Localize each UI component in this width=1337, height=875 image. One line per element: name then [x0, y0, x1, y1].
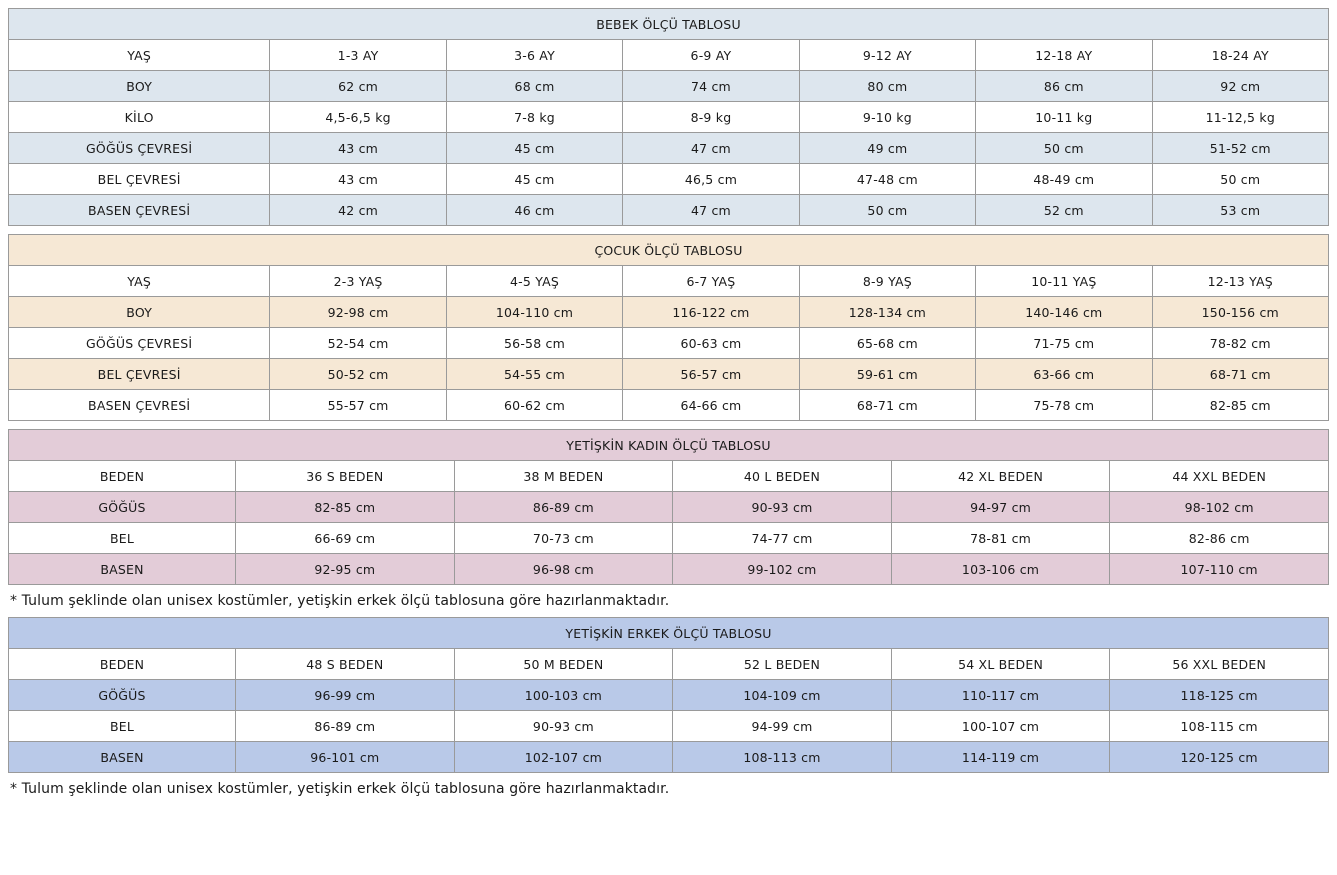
row-label: BASEN: [9, 554, 236, 585]
data-cell: 52-54 cm: [270, 328, 446, 359]
header-label: BEDEN: [9, 649, 236, 680]
data-cell: 50 cm: [799, 195, 975, 226]
header-cell: 9-12 AY: [799, 40, 975, 71]
data-cell: 140-146 cm: [976, 297, 1152, 328]
data-cell: 43 cm: [270, 164, 446, 195]
data-cell: 90-93 cm: [454, 711, 673, 742]
table-note: * Tulum şeklinde olan unisex kostümler, yetişkin erkek ölçü tablosuna göre hazırlanmaktadır.: [10, 593, 670, 609]
header-cell: 48 S BEDEN: [236, 649, 455, 680]
data-cell: 150-156 cm: [1152, 297, 1328, 328]
data-cell: 78-82 cm: [1152, 328, 1328, 359]
header-label: YAŞ: [9, 40, 270, 71]
data-cell: 114-119 cm: [891, 742, 1110, 773]
data-cell: 63-66 cm: [976, 359, 1152, 390]
table-row: [9, 523, 1329, 554]
data-cell: 96-99 cm: [236, 680, 455, 711]
data-cell: 45 cm: [446, 164, 622, 195]
data-cell: 70-73 cm: [454, 523, 673, 554]
data-cell: 104-109 cm: [673, 680, 892, 711]
data-cell: 68-71 cm: [799, 390, 975, 421]
header-cell: 1-3 AY: [270, 40, 446, 71]
header-cell: 6-9 AY: [623, 40, 799, 71]
data-cell: 45 cm: [446, 133, 622, 164]
row-label: BASEN: [9, 742, 236, 773]
data-cell: 74-77 cm: [673, 523, 892, 554]
row-label: BEL: [9, 711, 236, 742]
row-label: BEL: [9, 523, 236, 554]
data-cell: 78-81 cm: [891, 523, 1110, 554]
data-cell: 82-85 cm: [1152, 390, 1328, 421]
row-label: GÖĞÜS: [9, 680, 236, 711]
table-row: [9, 390, 1329, 421]
data-cell: 42 cm: [270, 195, 446, 226]
table-header-row: [9, 40, 1329, 71]
data-cell: 118-125 cm: [1110, 680, 1329, 711]
header-label: BEDEN: [9, 461, 236, 492]
header-cell: 12-18 AY: [976, 40, 1152, 71]
data-cell: 49 cm: [799, 133, 975, 164]
data-cell: 51-52 cm: [1152, 133, 1328, 164]
header-cell: 52 L BEDEN: [673, 649, 892, 680]
header-cell: 4-5 YAŞ: [446, 266, 622, 297]
table-row: [9, 711, 1329, 742]
data-cell: 47 cm: [623, 195, 799, 226]
data-cell: 11-12,5 kg: [1152, 102, 1328, 133]
header-label: YAŞ: [9, 266, 270, 297]
data-cell: 53 cm: [1152, 195, 1328, 226]
row-label: BASEN ÇEVRESİ: [9, 195, 270, 226]
table-baby: [8, 8, 1329, 226]
header-cell: 2-3 YAŞ: [270, 266, 446, 297]
row-label: GÖĞÜS ÇEVRESİ: [9, 328, 270, 359]
row-label: BOY: [9, 71, 270, 102]
header-cell: 56 XXL BEDEN: [1110, 649, 1329, 680]
data-cell: 56-57 cm: [623, 359, 799, 390]
data-cell: 102-107 cm: [454, 742, 673, 773]
data-cell: 54-55 cm: [446, 359, 622, 390]
table-men: [8, 617, 1329, 773]
data-cell: 82-86 cm: [1110, 523, 1329, 554]
table-row: [9, 133, 1329, 164]
data-cell: 128-134 cm: [799, 297, 975, 328]
header-cell: 54 XL BEDEN: [891, 649, 1110, 680]
table-row: [9, 554, 1329, 585]
data-cell: 55-57 cm: [270, 390, 446, 421]
size-tables-container: [8, 8, 1329, 797]
row-label: BASEN ÇEVRESİ: [9, 390, 270, 421]
table-row: [9, 71, 1329, 102]
table-title: YETİŞKİN ERKEK ÖLÇÜ TABLOSU: [9, 618, 1329, 649]
data-cell: 103-106 cm: [891, 554, 1110, 585]
data-cell: 46 cm: [446, 195, 622, 226]
data-cell: 7-8 kg: [446, 102, 622, 133]
data-cell: 68 cm: [446, 71, 622, 102]
table-row: [9, 680, 1329, 711]
header-cell: 42 XL BEDEN: [891, 461, 1110, 492]
data-cell: 86-89 cm: [236, 711, 455, 742]
data-cell: 50 cm: [1152, 164, 1328, 195]
data-cell: 71-75 cm: [976, 328, 1152, 359]
header-cell: 50 M BEDEN: [454, 649, 673, 680]
data-cell: 64-66 cm: [623, 390, 799, 421]
table-header-row: [9, 461, 1329, 492]
table-row: [9, 102, 1329, 133]
row-label: BEL ÇEVRESİ: [9, 359, 270, 390]
header-cell: 44 XXL BEDEN: [1110, 461, 1329, 492]
data-cell: 104-110 cm: [446, 297, 622, 328]
data-cell: 108-113 cm: [673, 742, 892, 773]
data-cell: 90-93 cm: [673, 492, 892, 523]
header-cell: 36 S BEDEN: [236, 461, 455, 492]
data-cell: 86 cm: [976, 71, 1152, 102]
data-cell: 46,5 cm: [623, 164, 799, 195]
header-cell: 38 M BEDEN: [454, 461, 673, 492]
header-cell: 3-6 AY: [446, 40, 622, 71]
table-title: YETİŞKİN KADIN ÖLÇÜ TABLOSU: [9, 430, 1329, 461]
table-row: [9, 164, 1329, 195]
table-header-row: [9, 649, 1329, 680]
table-title: BEBEK ÖLÇÜ TABLOSU: [9, 9, 1329, 40]
data-cell: 86-89 cm: [454, 492, 673, 523]
row-label: KİLO: [9, 102, 270, 133]
row-label: GÖĞÜS: [9, 492, 236, 523]
row-label: BEL ÇEVRESİ: [9, 164, 270, 195]
table-row: [9, 742, 1329, 773]
table-row: [9, 492, 1329, 523]
data-cell: 65-68 cm: [799, 328, 975, 359]
data-cell: 100-103 cm: [454, 680, 673, 711]
data-cell: 50 cm: [976, 133, 1152, 164]
data-cell: 48-49 cm: [976, 164, 1152, 195]
data-cell: 92-98 cm: [270, 297, 446, 328]
data-cell: 92-95 cm: [236, 554, 455, 585]
data-cell: 107-110 cm: [1110, 554, 1329, 585]
data-cell: 47-48 cm: [799, 164, 975, 195]
table-row: [9, 297, 1329, 328]
header-cell: 12-13 YAŞ: [1152, 266, 1328, 297]
table-note: * Tulum şeklinde olan unisex kostümler, yetişkin erkek ölçü tablosuna göre hazırlanmaktadır.: [10, 781, 670, 797]
data-cell: 100-107 cm: [891, 711, 1110, 742]
data-cell: 99-102 cm: [673, 554, 892, 585]
table-women: [8, 429, 1329, 585]
data-cell: 60-62 cm: [446, 390, 622, 421]
table-row: [9, 328, 1329, 359]
data-cell: 59-61 cm: [799, 359, 975, 390]
table-title-row: [9, 235, 1329, 266]
table-title-row: [9, 9, 1329, 40]
table-row: [9, 195, 1329, 226]
header-cell: 40 L BEDEN: [673, 461, 892, 492]
data-cell: 47 cm: [623, 133, 799, 164]
data-cell: 52 cm: [976, 195, 1152, 226]
header-cell: 6-7 YAŞ: [623, 266, 799, 297]
table-title-row: [9, 618, 1329, 649]
data-cell: 10-11 kg: [976, 102, 1152, 133]
data-cell: 50-52 cm: [270, 359, 446, 390]
data-cell: 9-10 kg: [799, 102, 975, 133]
row-label: BOY: [9, 297, 270, 328]
data-cell: 94-99 cm: [673, 711, 892, 742]
row-label: GÖĞÜS ÇEVRESİ: [9, 133, 270, 164]
table-title-row: [9, 430, 1329, 461]
data-cell: 82-85 cm: [236, 492, 455, 523]
table-title: ÇOCUK ÖLÇÜ TABLOSU: [9, 235, 1329, 266]
data-cell: 96-98 cm: [454, 554, 673, 585]
data-cell: 56-58 cm: [446, 328, 622, 359]
data-cell: 8-9 kg: [623, 102, 799, 133]
table-row: [9, 359, 1329, 390]
data-cell: 92 cm: [1152, 71, 1328, 102]
data-cell: 75-78 cm: [976, 390, 1152, 421]
data-cell: 116-122 cm: [623, 297, 799, 328]
header-cell: 10-11 YAŞ: [976, 266, 1152, 297]
table-header-row: [9, 266, 1329, 297]
data-cell: 96-101 cm: [236, 742, 455, 773]
data-cell: 120-125 cm: [1110, 742, 1329, 773]
data-cell: 4,5-6,5 kg: [270, 102, 446, 133]
data-cell: 108-115 cm: [1110, 711, 1329, 742]
header-cell: 8-9 YAŞ: [799, 266, 975, 297]
data-cell: 60-63 cm: [623, 328, 799, 359]
data-cell: 62 cm: [270, 71, 446, 102]
data-cell: 74 cm: [623, 71, 799, 102]
data-cell: 94-97 cm: [891, 492, 1110, 523]
header-cell: 18-24 AY: [1152, 40, 1328, 71]
data-cell: 68-71 cm: [1152, 359, 1328, 390]
table-child: [8, 234, 1329, 421]
data-cell: 98-102 cm: [1110, 492, 1329, 523]
data-cell: 110-117 cm: [891, 680, 1110, 711]
data-cell: 80 cm: [799, 71, 975, 102]
data-cell: 66-69 cm: [236, 523, 455, 554]
data-cell: 43 cm: [270, 133, 446, 164]
